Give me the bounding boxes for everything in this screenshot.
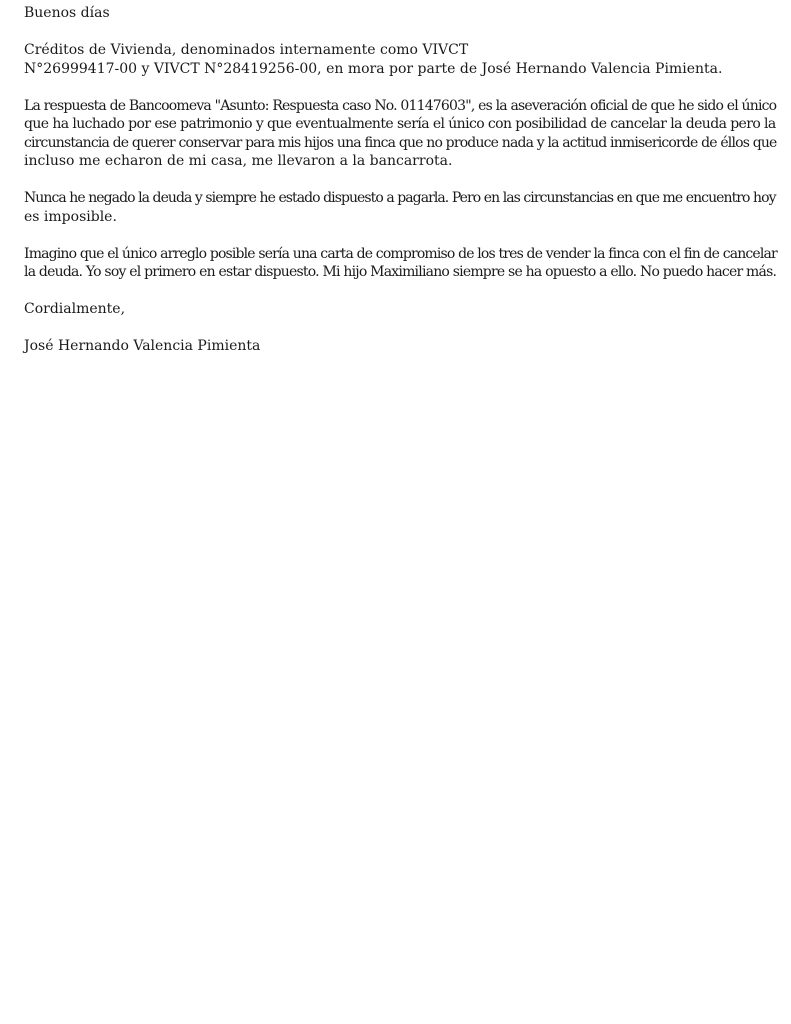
body-paragraph-2 <box>24 189 776 226</box>
body-line: circunstancia de querer conservar para mis hijos una finca que no produce nada y la actitud inmisericorde de éllos que <box>24 134 777 151</box>
body-line: incluso me echaron de mi casa, me llevaron a la bancarrota. <box>24 153 453 169</box>
body-line: la deuda. Yo soy el primero en estar dispuesto. Mi hijo Maximiliano siempre se ha opuesto a ello. No puedo hacer más. <box>24 264 777 280</box>
greeting-text: Buenos días <box>24 5 110 21</box>
closing <box>24 300 776 319</box>
body-paragraph-1 <box>24 97 776 171</box>
body-line: Imagino que el único arreglo posible sería una carta de compromiso de los tres de vender la finca con el fin de cancelar <box>24 245 777 262</box>
body-line: Nunca he negado la deuda y siempre he estado dispuesto a pagarla. Pero en las circunstancias en que me encuentro hoy <box>24 190 776 206</box>
signature <box>24 337 776 356</box>
greeting <box>24 4 776 23</box>
letter-document <box>24 4 776 374</box>
body-line: es imposible. <box>24 208 117 225</box>
body-line: que ha luchado por ese patrimonio y que eventualmente sería el único con posibilidad de cancelar la deuda pero la <box>24 116 776 132</box>
closing-text: Cordialmente, <box>24 301 126 317</box>
subject-line: Créditos de Vivienda, denominados internamente como VIVCT <box>24 42 469 58</box>
signature-text: José Hernando Valencia Pimienta <box>24 338 261 354</box>
body-line: La respuesta de Bancoomeva "Asunto: Respuesta caso No. 01147603", es la aseveración oficial de que he sido el único <box>24 97 777 114</box>
body-paragraph-3 <box>24 245 776 282</box>
subject-line: N°26999417-00 y VIVCT N°28419256-00, en mora por parte de José Hernando Valencia Pimienta. <box>24 60 723 77</box>
subject-paragraph <box>24 41 776 78</box>
